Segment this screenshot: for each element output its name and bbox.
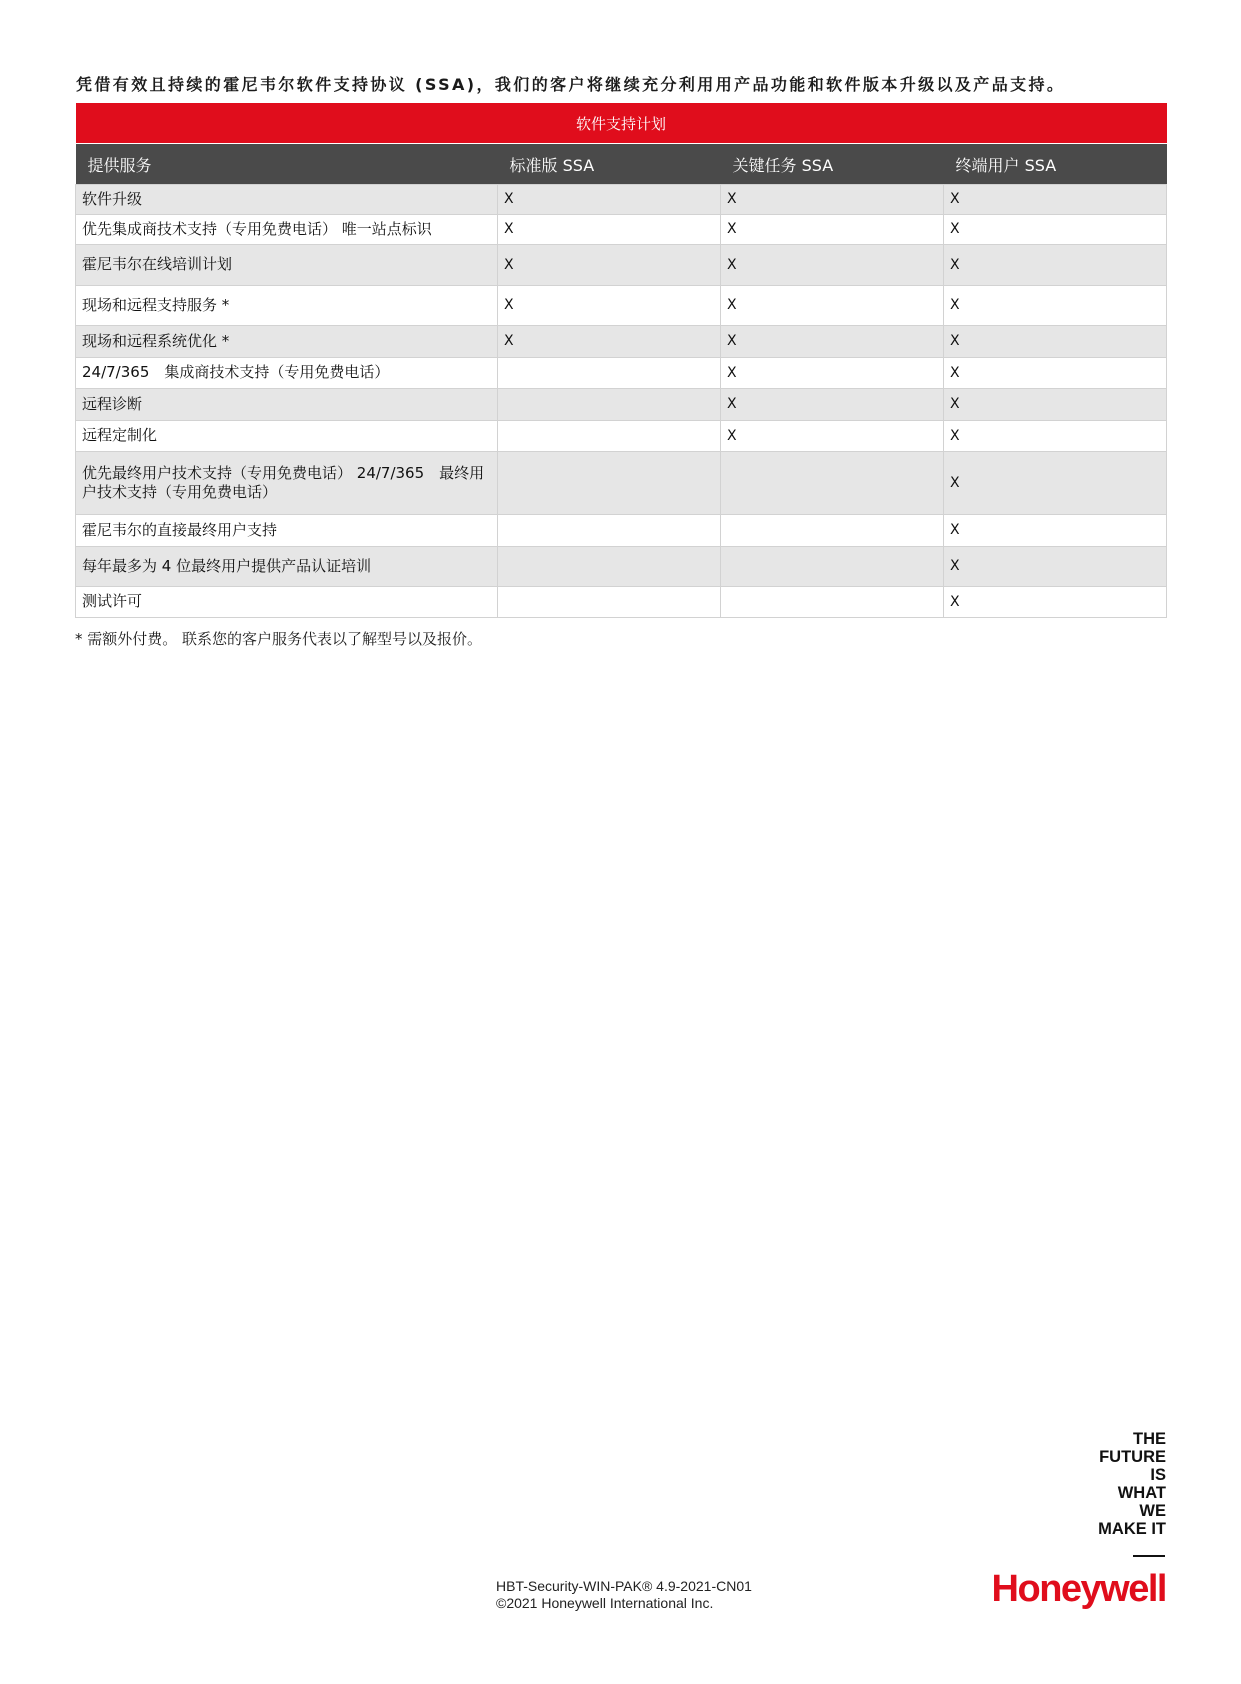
tagline-line: WHAT (1117, 1484, 1166, 1502)
mission-critical-cell: X (721, 215, 944, 245)
mission-critical-cell (721, 587, 944, 618)
mission-critical-cell: X (721, 245, 944, 286)
standard-cell: X (498, 286, 721, 326)
service-cell: 现场和远程系统优化 * (76, 326, 498, 358)
table-row (76, 587, 1167, 618)
document-code: HBT-Security-WIN-PAK® 4.9-2021-CN01 (496, 1578, 752, 1594)
table-row (76, 421, 1167, 452)
mission-critical-cell: X (721, 286, 944, 326)
table-row (76, 215, 1167, 245)
end-user-cell: X (944, 245, 1167, 286)
standard-cell: X (498, 245, 721, 286)
service-cell: 现场和远程支持服务 * (76, 286, 498, 326)
standard-cell (498, 452, 721, 515)
tagline-line: FUTURE (1099, 1448, 1166, 1466)
tagline-line: MAKE IT (1098, 1520, 1166, 1538)
standard-cell (498, 547, 721, 587)
service-cell: 远程定制化 (76, 421, 498, 452)
support-plan-table (75, 103, 1167, 618)
service-cell: 优先最终用户技术支持（专用免费电话） 24/7/365 最终用户技术支持（专用免费电话） (76, 452, 498, 515)
standard-cell (498, 389, 721, 421)
standard-cell (498, 421, 721, 452)
table-row (76, 358, 1167, 389)
end-user-cell: X (944, 326, 1167, 358)
table-row (76, 452, 1167, 515)
service-cell: 优先集成商技术支持（专用免费电话） 唯一站点标识 (76, 215, 498, 245)
end-user-cell: X (944, 389, 1167, 421)
service-cell: 测试许可 (76, 587, 498, 618)
end-user-cell: X (944, 358, 1167, 389)
document-info (496, 1578, 752, 1612)
tagline-line: IS (1150, 1466, 1166, 1484)
mission-critical-cell (721, 452, 944, 515)
service-cell: 软件升级 (76, 185, 498, 215)
mission-critical-cell: X (721, 389, 944, 421)
standard-cell: X (498, 326, 721, 358)
table-row (76, 245, 1167, 286)
standard-cell: X (498, 185, 721, 215)
intro-text: 凭借有效且持续的霍尼韦尔软件支持协议 (SSA)，我们的客户将继续充分利用用产品功能和软件版本升级以及产品支持。 (76, 75, 1066, 94)
column-header-end-user: 终端用户 SSA (944, 144, 1167, 185)
tagline-divider (1133, 1555, 1165, 1557)
tagline-line: WE (1139, 1502, 1166, 1520)
end-user-cell: X (944, 452, 1167, 515)
copyright-notice: ©2021 Honeywell International Inc. (496, 1595, 714, 1611)
table-row (76, 286, 1167, 326)
end-user-cell: X (944, 587, 1167, 618)
mission-critical-cell: X (721, 326, 944, 358)
table-banner: 软件支持计划 (76, 103, 1167, 144)
end-user-cell: X (944, 515, 1167, 547)
standard-cell (498, 358, 721, 389)
mission-critical-cell: X (721, 421, 944, 452)
table-row (76, 326, 1167, 358)
mission-critical-cell (721, 547, 944, 587)
service-cell: 霍尼韦尔在线培训计划 (76, 245, 498, 286)
end-user-cell: X (944, 215, 1167, 245)
service-cell: 霍尼韦尔的直接最终用户支持 (76, 515, 498, 547)
mission-critical-cell (721, 515, 944, 547)
column-header-service: 提供服务 (76, 144, 498, 185)
service-cell: 24/7/365 集成商技术支持（专用免费电话） (76, 358, 498, 389)
footnote: * 需额外付费。 联系您的客户服务代表以了解型号以及报价。 (75, 630, 483, 648)
table-row (76, 515, 1167, 547)
table-row (76, 389, 1167, 421)
end-user-cell: X (944, 547, 1167, 587)
honeywell-logo: Honeywell (991, 1568, 1166, 1610)
column-header-mission-critical: 关键任务 SSA (721, 144, 944, 185)
table-row (76, 547, 1167, 587)
standard-cell (498, 515, 721, 547)
end-user-cell: X (944, 185, 1167, 215)
table-row (76, 185, 1167, 215)
service-cell: 远程诊断 (76, 389, 498, 421)
service-cell: 每年最多为 4 位最终用户提供产品认证培训 (76, 547, 498, 587)
column-header-standard: 标准版 SSA (498, 144, 721, 185)
end-user-cell: X (944, 421, 1167, 452)
tagline (1098, 1430, 1166, 1538)
standard-cell (498, 587, 721, 618)
end-user-cell: X (944, 286, 1167, 326)
mission-critical-cell: X (721, 358, 944, 389)
tagline-line: THE (1133, 1430, 1166, 1448)
standard-cell: X (498, 215, 721, 245)
mission-critical-cell: X (721, 185, 944, 215)
